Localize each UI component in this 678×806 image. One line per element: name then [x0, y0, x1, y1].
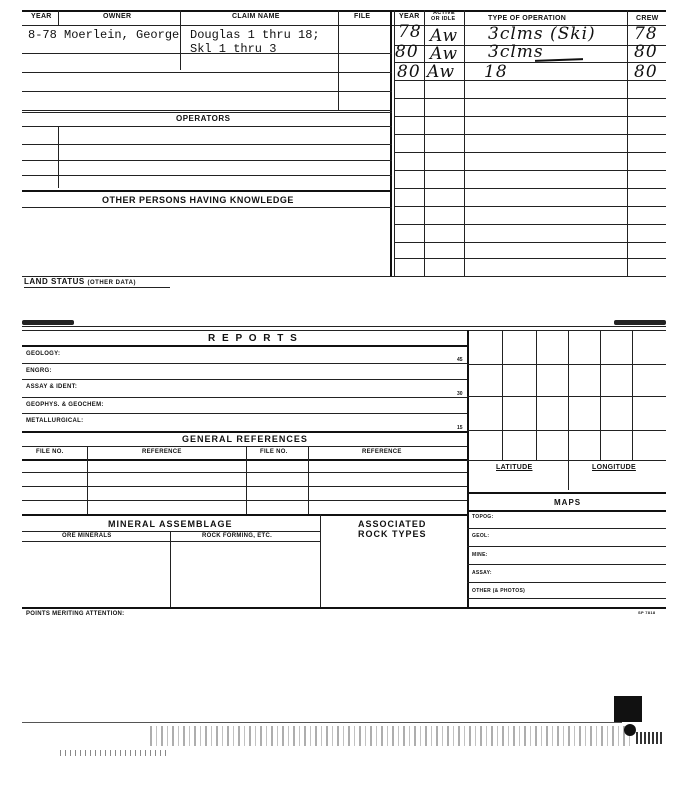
- header-year-2: YEAR: [399, 13, 420, 20]
- activity-operation-1: 3clms (Ski): [488, 24, 596, 44]
- land-status-underline: [24, 287, 170, 288]
- ref-file-no-1: FILE NO.: [36, 449, 64, 455]
- reports-label: R E P O R T S: [208, 333, 299, 344]
- reports-underline: [22, 345, 468, 347]
- row-line: [22, 431, 468, 433]
- entry-claim-line1: Douglas 1 thru 18;: [190, 28, 320, 42]
- row-line: [467, 546, 666, 547]
- activity-crew-2: 80: [634, 42, 658, 62]
- points-meriting-attention: POINTS MERITING ATTENTION:: [26, 611, 125, 617]
- activity-year-3: 80: [397, 62, 421, 82]
- land-status-label: LAND STATUS (OTHER DATA): [24, 277, 136, 286]
- header-type-of-operation: TYPE OF OPERATION: [488, 15, 567, 22]
- row-line: [467, 528, 666, 529]
- grid-line: [467, 364, 666, 365]
- map-topog: TOPOG:: [472, 514, 494, 520]
- ore-minerals-label: ORE MINERALS: [62, 533, 112, 539]
- grid-line: [467, 460, 666, 461]
- divider: [308, 446, 309, 514]
- rock-types-label: ROCK TYPES: [358, 529, 427, 539]
- scan-noise: [60, 750, 170, 756]
- report-num: 45: [457, 357, 463, 363]
- main-divider: [390, 10, 392, 276]
- grid-line: [632, 330, 633, 460]
- row-line: [394, 188, 666, 189]
- right-grid-divider: [467, 330, 469, 607]
- row-line: [467, 510, 666, 512]
- activity-year-2: 80: [395, 42, 419, 62]
- row-line: [22, 144, 392, 145]
- grid-line: [536, 330, 537, 460]
- header-year: YEAR: [31, 13, 52, 20]
- activity-crew-3: 80: [634, 62, 658, 82]
- report-metallurgical: METALLURGICAL:: [26, 418, 84, 424]
- row-line: [22, 446, 468, 447]
- top-border: [22, 10, 666, 12]
- lower-bottom: [22, 607, 666, 609]
- row-line: [22, 397, 468, 398]
- divider: [180, 10, 181, 70]
- row-line: [394, 134, 666, 135]
- scan-black-mark: [614, 696, 642, 722]
- header-claim-name: CLAIM NAME: [232, 13, 280, 20]
- scan-black-dot: [624, 724, 636, 736]
- row-line: [394, 242, 666, 243]
- row-line: [22, 363, 468, 364]
- divider: [58, 126, 59, 188]
- scan-noise: [636, 732, 664, 744]
- report-engrg: ENGRG:: [26, 368, 52, 374]
- latitude-label: LATITUDE: [496, 464, 533, 471]
- form-code: SP 7818: [638, 610, 656, 615]
- row-line: [22, 53, 392, 54]
- row-line: [394, 152, 666, 153]
- ref-reference-1: REFERENCE: [142, 449, 182, 455]
- row-line: [22, 486, 468, 487]
- grid-line: [568, 330, 569, 490]
- entry-owner: Moerlein, George: [64, 28, 180, 42]
- row-line: [394, 170, 666, 171]
- divider: [170, 531, 171, 607]
- ref-file-no-2: FILE NO.: [260, 449, 288, 455]
- row-line: [22, 207, 392, 208]
- row-line: [22, 500, 468, 501]
- report-geophys: GEOPHYS. & GEOCHEM:: [26, 402, 104, 408]
- activity-crew-1: 78: [634, 24, 658, 44]
- scan-artifact-line: [22, 722, 622, 723]
- divider: [338, 10, 339, 110]
- entry-claim-line2: Skl 1 thru 3: [190, 42, 277, 56]
- divider: [246, 446, 247, 514]
- associated-label: ASSOCIATED: [358, 519, 427, 529]
- entry-year: 8-78: [28, 28, 57, 42]
- row-line: [394, 98, 666, 99]
- row-line: [22, 160, 392, 161]
- map-mine: MINE:: [472, 552, 488, 558]
- report-geology: GEOLOGY:: [26, 351, 61, 357]
- grid-line: [467, 396, 666, 397]
- row-line: [467, 564, 666, 565]
- divider: [464, 10, 465, 276]
- report-num: 15: [457, 425, 463, 431]
- header-crew: CREW: [636, 15, 659, 22]
- row-line: [467, 598, 666, 599]
- activity-status-2: Aw: [430, 44, 459, 64]
- scan-mark: [614, 320, 666, 325]
- grid-line: [467, 430, 666, 431]
- general-references-label: GENERAL REFERENCES: [182, 434, 308, 444]
- row-line: [22, 459, 468, 461]
- maps-label: MAPS: [554, 498, 582, 507]
- row-line: [22, 91, 392, 92]
- grid-line: [502, 330, 503, 460]
- map-assay: ASSAY:: [472, 570, 492, 576]
- map-other: OTHER (& PHOTOS): [472, 588, 526, 594]
- scan-noise: [150, 726, 630, 746]
- divider: [58, 10, 59, 25]
- activity-status-3: Aw: [427, 62, 456, 82]
- header-file: FILE: [354, 13, 371, 20]
- map-geol: GEOL:: [472, 533, 490, 539]
- operators-top: [22, 112, 392, 113]
- other-persons-top: [22, 190, 392, 192]
- row-line: [394, 224, 666, 225]
- grid-line: [600, 330, 601, 460]
- activity-status-1: Aw: [430, 26, 459, 46]
- row-line: [467, 582, 666, 583]
- row-line: [22, 413, 468, 414]
- header-or-idle: OR IDLE: [431, 16, 456, 22]
- activity-operation-3: 18: [484, 62, 508, 82]
- row-line: [22, 110, 392, 111]
- maps-top: [467, 492, 666, 494]
- divider: [627, 10, 628, 276]
- mineral-assemblage-label: MINERAL ASSEMBLAGE: [108, 519, 233, 529]
- scan-mark: [22, 320, 74, 325]
- row-line: [22, 379, 468, 380]
- report-num: 30: [457, 391, 463, 397]
- row-line: [22, 175, 392, 176]
- divider: [424, 10, 425, 276]
- row-line: [22, 531, 320, 532]
- header-active: ACTIVE: [433, 10, 455, 16]
- row-line: [22, 126, 392, 127]
- ref-reference-2: REFERENCE: [362, 449, 402, 455]
- report-assay: ASSAY & IDENT:: [26, 384, 78, 390]
- longitude-label: LONGITUDE: [592, 464, 636, 471]
- row-line: [22, 541, 320, 542]
- divider: [320, 514, 321, 607]
- activity-year-1: 78: [398, 22, 422, 42]
- rock-forming-label: ROCK FORMING, ETC.: [202, 533, 273, 539]
- activity-operation-2: 3clms: [488, 42, 544, 62]
- lower-top-line: [22, 326, 666, 327]
- lower-top-line: [22, 330, 666, 331]
- other-persons-label: OTHER PERSONS HAVING KNOWLEDGE: [102, 195, 294, 205]
- row-line: [394, 258, 666, 259]
- mineral-top: [22, 514, 468, 516]
- row-line: [22, 472, 468, 473]
- operators-label: OPERATORS: [176, 114, 231, 123]
- row-line: [394, 116, 666, 117]
- header-owner: OWNER: [103, 13, 132, 20]
- row-line: [394, 206, 666, 207]
- row-line: [22, 72, 392, 73]
- divider: [87, 446, 88, 514]
